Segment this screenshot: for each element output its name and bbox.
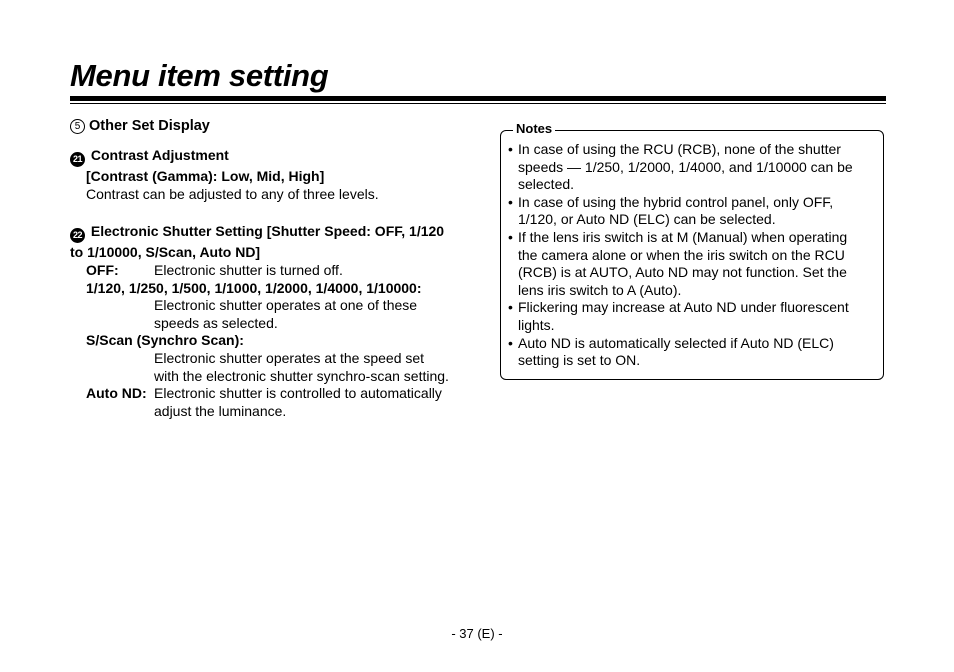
notes-label: Notes — [513, 121, 555, 136]
title-rule-thin — [70, 103, 886, 104]
section-title: Other Set Display — [89, 118, 210, 134]
def-autond-desc-2: adjust the luminance. — [154, 402, 287, 419]
def-autond — [86, 385, 466, 403]
def-off — [86, 262, 466, 280]
def-speeds-key: 1/120, 1/250, 1/500, 1/1000, 1/2000, 1/4000, 1/10000: — [86, 279, 422, 296]
note-item — [508, 335, 870, 370]
note-line: lights. — [518, 316, 555, 333]
note-line: Auto ND is automatically selected if Auto ND (ELC) — [518, 334, 834, 351]
contrast-heading — [70, 146, 379, 167]
def-speeds-desc-1: Electronic shutter operates at one of these — [154, 297, 418, 314]
section-heading — [70, 118, 470, 134]
note-line: lens iris switch to A (Auto). — [518, 281, 682, 298]
bullet-icon: • — [508, 228, 513, 245]
notes-box — [500, 121, 884, 380]
note-item — [508, 194, 870, 229]
def-sscan-desc-1: Electronic shutter operates at the speed set — [154, 349, 425, 366]
bullet-icon: • — [508, 193, 513, 210]
contrast-setting: [Contrast (Gamma): Low, Mid, High] — [86, 168, 325, 184]
contrast-number-badge: 21 — [70, 152, 85, 167]
note-item — [508, 229, 870, 299]
def-sscan-desc-2: with the electronic shutter synchro-scan setting. — [154, 367, 449, 384]
note-line: setting is set to ON. — [518, 352, 641, 369]
note-line: In case of using the RCU (RCB), none of the shutter — [518, 141, 841, 157]
shutter-heading — [70, 222, 460, 243]
note-line: (RCB) is at AUTO, Auto ND may not function. Set the — [518, 264, 847, 281]
contrast-item — [70, 146, 379, 203]
note-line: the camera alone or when the iris switch on the RCU — [518, 246, 845, 263]
def-autond-key: Auto ND: — [86, 385, 147, 402]
shutter-definitions — [86, 262, 466, 420]
section-number-badge: 5 — [70, 119, 85, 134]
page-title: Menu item setting — [70, 58, 329, 93]
contrast-title: Contrast Adjustment — [90, 147, 229, 163]
shutter-item — [70, 222, 460, 261]
shutter-number-badge: 22 — [70, 228, 85, 243]
page-number: - 37 (E) - — [451, 626, 503, 641]
note-line: selected. — [518, 176, 575, 193]
def-off-desc: Electronic shutter is turned off. — [154, 262, 343, 278]
contrast-description: Contrast can be adjusted to any of three levels. — [86, 186, 379, 202]
note-item — [508, 141, 870, 194]
bullet-icon: • — [508, 334, 513, 351]
shutter-title-line1: Electronic Shutter Setting [Shutter Speed: OFF, 1/120 — [90, 223, 445, 239]
def-sscan-key: S/Scan (Synchro Scan): — [86, 332, 244, 349]
note-line: speeds — 1/250, 1/2000, 1/4000, and 1/10000 can be — [518, 158, 853, 175]
note-item — [508, 299, 870, 334]
def-off-key: OFF: — [86, 262, 119, 278]
def-autond-desc-1: Electronic shutter is controlled to automatically — [154, 385, 442, 402]
note-line: 1/120, or Auto ND (ELC) can be selected. — [518, 211, 776, 228]
bullet-icon: • — [508, 299, 513, 316]
settings-column — [70, 118, 470, 419]
def-speeds-desc-2: speeds as selected. — [154, 314, 278, 331]
note-line: In case of using the hybrid control panel, only OFF, — [518, 193, 834, 210]
note-line: If the lens iris switch is at M (Manual) when operating — [518, 228, 848, 245]
shutter-title-line2: to 1/10000, S/Scan, Auto ND] — [70, 244, 261, 260]
note-line: Flickering may increase at Auto ND under fluorescent — [518, 299, 849, 316]
notes-list — [508, 141, 870, 370]
title-rule-thick — [70, 96, 886, 101]
bullet-icon: • — [508, 141, 513, 157]
